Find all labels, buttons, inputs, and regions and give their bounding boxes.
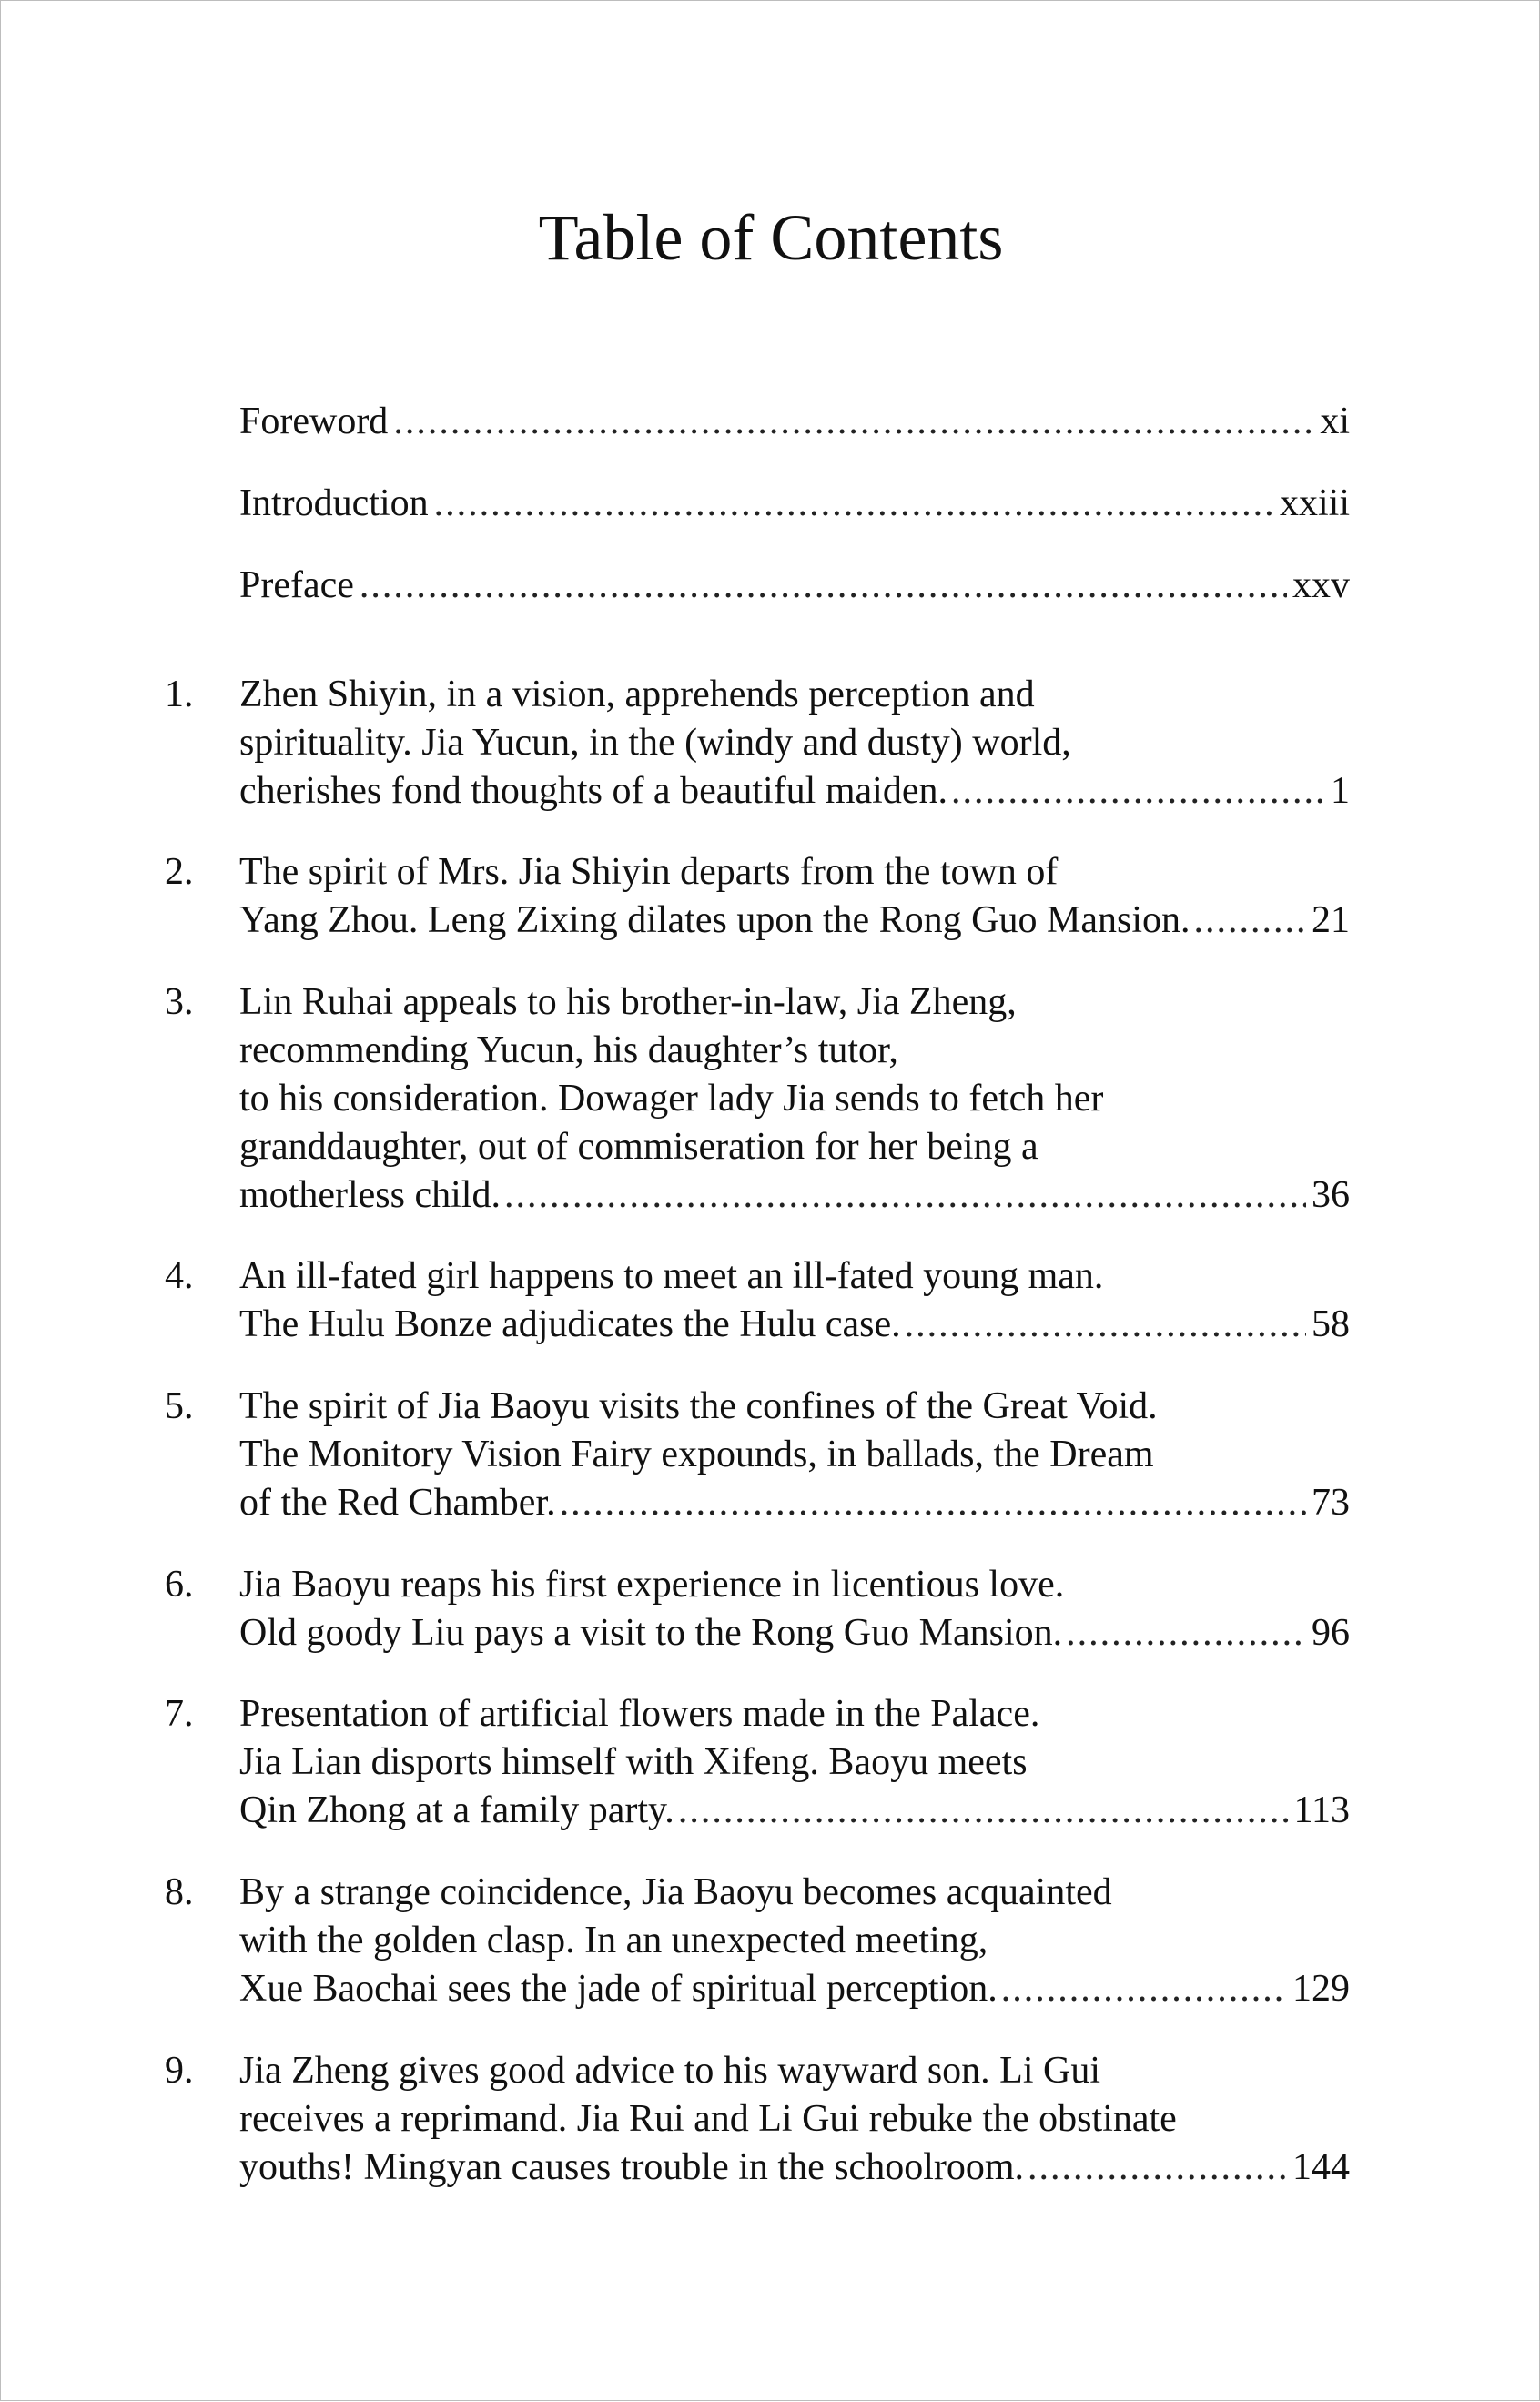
dot-leader [1066,1609,1306,1657]
page-number: 113 [1293,1789,1350,1831]
toc-entry-foreword[interactable] [239,394,1350,449]
entry-line: Yang Zhou. Leng Zixing dilates upon the Rong Guo Mansion. [239,899,1190,941]
chapter-number: 8. [165,1871,194,1913]
entry-line: Jia Lian disports himself with Xifeng. Baoyu meets [239,1741,1028,1783]
page-title: Table of Contents [538,201,1004,274]
entry-line: receives a reprimand. Jia Rui and Li Gui rebuke the obstinate [239,2098,1177,2140]
entry-label: Foreword [239,400,389,442]
page-number: 58 [1312,1303,1350,1345]
page-number: 96 [1312,1612,1350,1654]
dot-leader [1028,2144,1287,2192]
chapter-number: 2. [165,851,194,893]
entry-line: of the Red Chamber. [239,1482,556,1524]
dot-leader [393,394,1314,449]
dot-leader [678,1787,1289,1835]
dot-leader [905,1301,1306,1349]
entry-line: Qin Zhong at a family party. [239,1789,674,1831]
entry-line: youths! Mingyan causes trouble in the schoolroom. [239,2146,1025,2188]
page-number: 73 [1312,1482,1350,1524]
page-number: xxv [1292,564,1350,606]
dot-leader [360,558,1287,613]
toc-entry-introduction[interactable] [239,476,1350,531]
dot-leader [504,1171,1306,1220]
page-number: 144 [1292,2146,1350,2188]
entry-line: granddaughter, out of commiseration for her being a [239,1126,1038,1168]
entry-line: The spirit of Mrs. Jia Shiyin departs from the town of [239,851,1059,893]
chapter-number: 4. [165,1255,194,1297]
entry-line: Lin Ruhai appeals to his brother-in-law, Jia Zheng, [239,981,1017,1023]
dot-leader [1194,897,1306,945]
dot-leader [1001,1965,1287,2013]
entry-line: The spirit of Jia Baoyu visits the confines of the Great Void. [239,1385,1158,1427]
entry-line: Zhen Shiyin, in a vision, apprehends perception and [239,674,1035,715]
chapter-number: 9. [165,2050,194,2092]
dot-leader [434,476,1274,531]
entry-line: motherless child. [239,1174,501,1216]
page-number: xxiii [1279,482,1350,524]
dot-leader [560,1479,1306,1527]
entry-line: An ill-fated girl happens to meet an ill-fated young man. [239,1255,1104,1297]
chapter-number: 6. [165,1564,194,1606]
entry-line: Old goody Liu pays a visit to the Rong Guo Mansion. [239,1612,1063,1654]
entry-label: Introduction [239,482,429,524]
table-of-contents [1,1,1540,2402]
chapter-number: 1. [165,674,194,715]
entry-line: recommending Yucun, his daughter’s tutor, [239,1029,898,1071]
entry-line: By a strange coincidence, Jia Baoyu becomes acquainted [239,1871,1112,1913]
chapter-number: 3. [165,981,194,1023]
page-number: 1 [1331,770,1350,812]
entry-line: The Hulu Bonze adjudicates the Hulu case. [239,1303,901,1345]
page-number: 21 [1312,899,1350,941]
page-number: 36 [1312,1174,1350,1216]
entry-line: cherishes fond thoughts of a beautiful maiden. [239,770,947,812]
entry-line: Presentation of artificial flowers made in the Palace. [239,1693,1040,1735]
entry-line: Jia Baoyu reaps his first experience in licentious love. [239,1564,1065,1606]
entry-line: Jia Zheng gives good advice to his wayward son. Li Gui [239,2050,1100,2092]
entry-line: The Monitory Vision Fairy expounds, in ballads, the Dream [239,1434,1154,1475]
chapter-number: 5. [165,1385,194,1427]
dot-leader [951,767,1325,816]
entry-line: Xue Baochai sees the jade of spiritual perception. [239,1968,998,2010]
page-number: 129 [1292,1968,1350,2010]
entry-line: to his consideration. Dowager lady Jia sends to fetch her [239,1078,1104,1120]
entry-line: spirituality. Jia Yucun, in the (windy and dusty) world, [239,722,1071,764]
chapter-number: 7. [165,1693,194,1735]
page-number: xi [1320,400,1350,442]
entry-line: with the golden clasp. In an unexpected meeting, [239,1920,988,1961]
entry-label: Preface [239,564,354,606]
toc-entry-preface[interactable] [239,558,1350,613]
